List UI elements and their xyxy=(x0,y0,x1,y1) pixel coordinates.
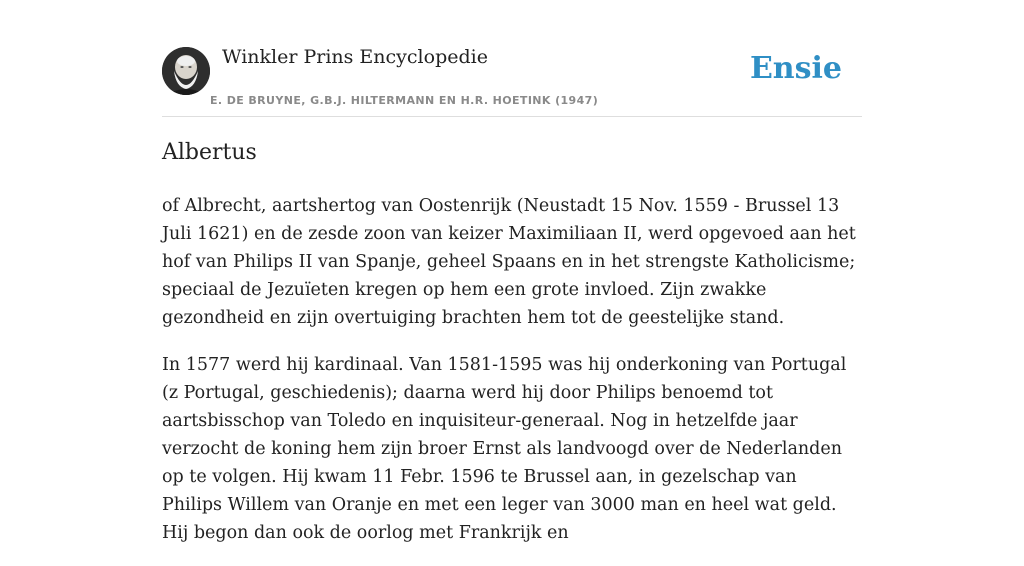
article-title: Albertus xyxy=(162,140,257,165)
article-body xyxy=(162,192,862,566)
authors-byline: E. DE BRUYNE, G.B.J. HILTERMANN EN H.R. HOETINK (1947) xyxy=(210,94,599,107)
bearded-man-portrait-icon xyxy=(162,47,210,95)
page xyxy=(162,0,862,543)
header xyxy=(162,44,862,117)
site-title[interactable]: Winkler Prins Encyclopedie xyxy=(222,46,488,68)
author-avatar[interactable] xyxy=(162,47,210,95)
article-paragraph: In 1577 werd hij kardinaal. Van 1581-1595 was hij onderkoning van Portugal (z Portugal, geschiedenis); daarna werd hij door Philips benoemd tot aartsbisschop van Toledo en inquisiteur-generaal. Nog in hetzelfde jaar verzocht de koning hem zijn broer Ernst als landvoogd over de Nederlanden op te volgen. Hij kwam 11 Febr. 1596 te Brussel aan, in gezelschap van Philips Willem van Oranje en met een leger van 3000 man en heel wat geld. Hij begon dan ook de oorlog met Frankrijk en xyxy=(162,355,847,543)
article-paragraph: of Albrecht, aartshertog van Oostenrijk (Neustadt 15 Nov. 1559 - Brussel 13 Juli 1621) en de zesde zoon van keizer Maximiliaan II, werd opgevoed aan het hof van Philips II van Spanje, geheel Spaans en in het strengste Katholicisme; speciaal de Jezuïeten kregen op hem een grote invloed. Zijn zwakke gezondheid en zijn overtuiging brachten hem tot de geestelijke stand. xyxy=(162,196,856,328)
brand-logo-link[interactable]: Ensie xyxy=(749,51,842,86)
